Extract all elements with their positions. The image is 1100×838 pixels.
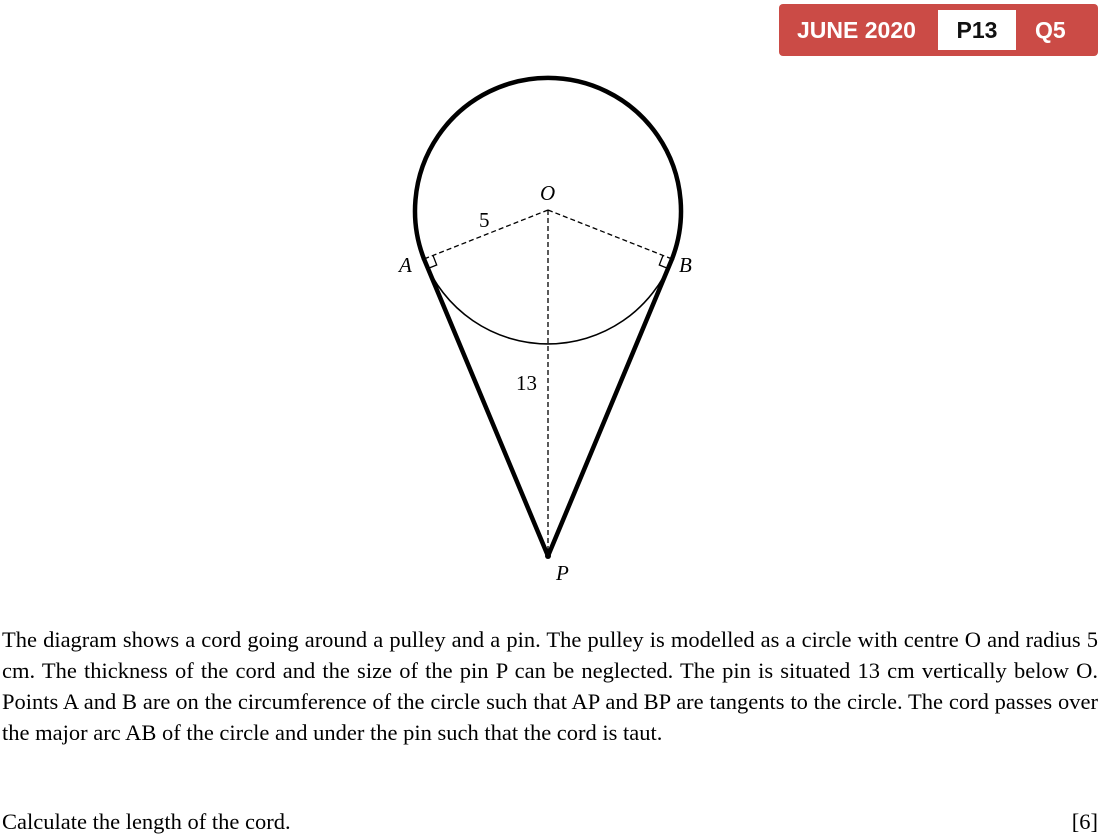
exam-session-label: JUNE 2020 <box>797 17 916 43</box>
tangent-line-ap <box>424 259 548 556</box>
label-b: B <box>679 253 692 277</box>
pin-point <box>545 553 551 559</box>
question-number-label: Q5 <box>1035 17 1066 43</box>
question-text: The diagram shows a cord going around a pulley and a pin. The pulley is modelled as a circle with centre O and radius 5 cm. The thickness of the cord and the size of the pin P can be neglected. The pin is situated 13 cm vertically below O. Points A and B are on the circumference of the circle such that AP and BP are tangents to the circle. The cord passes over the major arc AB of the circle and under the pin such that the cord is taut. <box>2 627 1098 745</box>
label-o: O <box>540 181 556 205</box>
radius-ob <box>548 210 672 259</box>
label-length-13: 13 <box>516 371 537 395</box>
cord-major-arc <box>415 78 681 259</box>
marks-label: [6] <box>1071 809 1098 834</box>
label-radius-5: 5 <box>479 208 490 232</box>
tangent-line-bp <box>548 259 672 556</box>
question-prompt: Calculate the length of the cord. <box>2 809 291 834</box>
label-p: P <box>556 561 569 585</box>
paper-number-label: P13 <box>938 10 1016 50</box>
label-a: A <box>399 253 412 277</box>
